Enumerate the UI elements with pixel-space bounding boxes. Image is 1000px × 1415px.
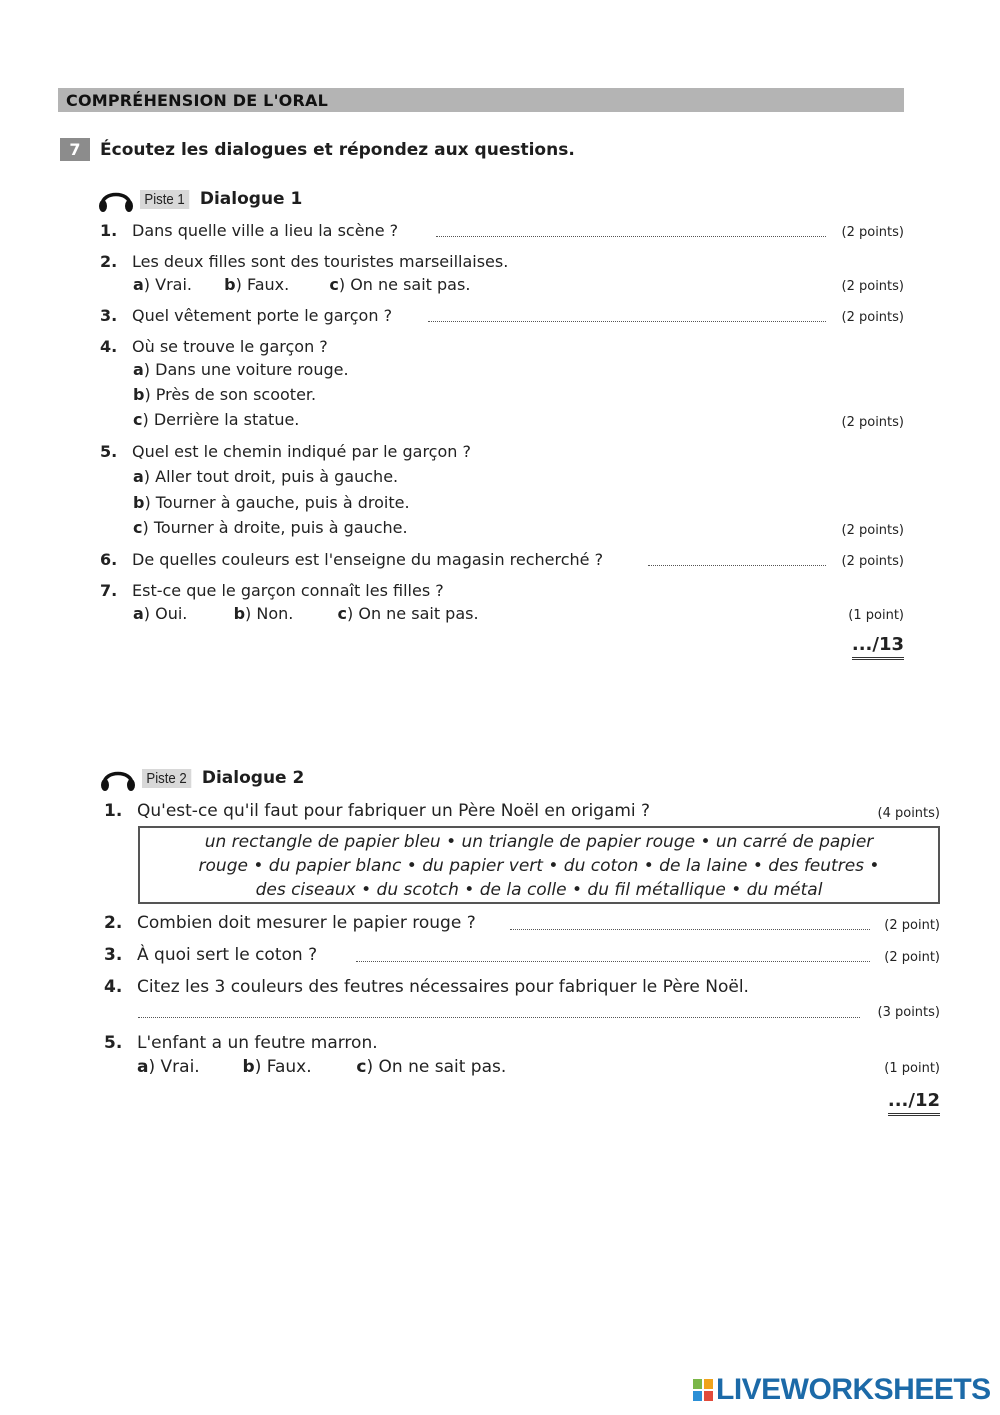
d1-answer-1-field[interactable] bbox=[436, 236, 826, 237]
dialogue1-title: Dialogue 1 bbox=[199, 189, 303, 209]
dialogue1-header bbox=[96, 186, 302, 212]
d1-options-7[interactable]: a) Oui. b) Non. c) On ne sait pas. bbox=[133, 604, 479, 623]
d1-score: .../13 bbox=[852, 634, 904, 660]
d1-option-5b[interactable]: b) Tourner à gauche, puis à droite. bbox=[133, 493, 410, 512]
d1-option-4a[interactable]: a) Dans une voiture rouge. bbox=[133, 360, 349, 379]
d1-question-3: 3. Quel vêtement porte le garçon ? bbox=[100, 306, 393, 325]
d1-question-1: 1. Dans quelle ville a lieu la scène ? bbox=[100, 221, 399, 240]
d2-points-5: (1 point) bbox=[884, 1061, 940, 1076]
d1-answer-3-field[interactable] bbox=[428, 321, 826, 322]
d2-question-3: 3. À quoi sert le coton ? bbox=[104, 945, 318, 965]
d1-answer-6-field[interactable] bbox=[648, 565, 826, 566]
exercise-instruction: Écoutez les dialogues et répondez aux questions. bbox=[100, 140, 575, 160]
d1-points-2: (2 points) bbox=[841, 279, 904, 294]
exercise-number-badge: 7 bbox=[60, 138, 90, 161]
d1-points-3: (2 points) bbox=[841, 310, 904, 325]
d2-question-1: 1. Qu'est-ce qu'il faut pour fabriquer un Père Noël en origami ? bbox=[104, 801, 651, 821]
d1-question-4: 4. Où se trouve le garçon ? bbox=[100, 337, 328, 356]
d2-score: .../12 bbox=[888, 1090, 940, 1116]
d2-answer-4-field[interactable] bbox=[138, 1017, 860, 1018]
d1-question-5: 5. Quel est le chemin indiqué par le garçon ? bbox=[100, 442, 471, 461]
d1-points-5: (2 points) bbox=[841, 523, 904, 538]
dialogue2-piste-label: Piste 2 bbox=[142, 769, 191, 788]
d1-points-1: (2 points) bbox=[841, 225, 904, 240]
brand-name: LIVEWORKSHEETS bbox=[716, 1373, 991, 1406]
dialogue2-header bbox=[98, 765, 304, 791]
d1-option-4b[interactable]: b) Près de son scooter. bbox=[133, 385, 317, 404]
d2-options-5[interactable]: a) Vrai. b) Faux. c) On ne sait pas. bbox=[137, 1057, 507, 1077]
d1-points-6: (2 points) bbox=[841, 554, 904, 569]
liveworksheets-brand[interactable] bbox=[692, 1374, 991, 1406]
word-box-line: un rectangle de papier bleu • un triangle de papier rouge • un carré de papier bbox=[204, 832, 874, 852]
headphones-icon bbox=[98, 764, 138, 792]
d1-question-7: 7. Est-ce que le garçon connaît les filles ? bbox=[100, 581, 444, 600]
d2-points-1: (4 points) bbox=[877, 806, 940, 821]
d2-answer-3-field[interactable] bbox=[356, 961, 870, 962]
liveworksheets-logo-icon bbox=[692, 1378, 714, 1402]
d1-options-2[interactable]: a) Vrai. b) Faux. c) On ne sait pas. bbox=[133, 275, 471, 294]
section-title: COMPRÉHENSION DE L'ORAL bbox=[58, 88, 904, 112]
d2-question-2: 2. Combien doit mesurer le papier rouge ? bbox=[104, 913, 476, 933]
d2-question-4: 4. Citez les 3 couleurs des feutres nécessaires pour fabriquer le Père Noël. bbox=[104, 977, 749, 997]
word-box-line: rouge • du papier blanc • du papier vert • du coton • de la laine • des feutres • bbox=[198, 856, 880, 876]
d1-option-5c[interactable]: c) Tourner à droite, puis à gauche. bbox=[133, 518, 408, 537]
d2-points-4: (3 points) bbox=[877, 1005, 940, 1020]
headphones-icon bbox=[96, 185, 136, 213]
d2-points-2: (2 point) bbox=[884, 918, 940, 933]
d2-question-5: 5. L'enfant a un feutre marron. bbox=[104, 1033, 378, 1053]
d1-question-2: 2. Les deux filles sont des touristes marseillaises. bbox=[100, 252, 509, 271]
d1-points-7: (1 point) bbox=[848, 608, 904, 623]
word-box-line: des ciseaux • du scotch • de la colle • du fil métallique • du métal bbox=[255, 880, 823, 900]
d1-option-4c[interactable]: c) Derrière la statue. bbox=[133, 410, 300, 429]
word-box bbox=[138, 826, 940, 904]
d2-answer-2-field[interactable] bbox=[510, 929, 870, 930]
d1-option-5a[interactable]: a) Aller tout droit, puis à gauche. bbox=[133, 467, 399, 486]
d1-points-4: (2 points) bbox=[841, 415, 904, 430]
dialogue1-piste-label: Piste 1 bbox=[140, 190, 189, 209]
d1-question-6: 6. De quelles couleurs est l'enseigne du magasin recherché ? bbox=[100, 550, 604, 569]
d2-points-3: (2 point) bbox=[884, 950, 940, 965]
dialogue2-title: Dialogue 2 bbox=[201, 768, 305, 788]
